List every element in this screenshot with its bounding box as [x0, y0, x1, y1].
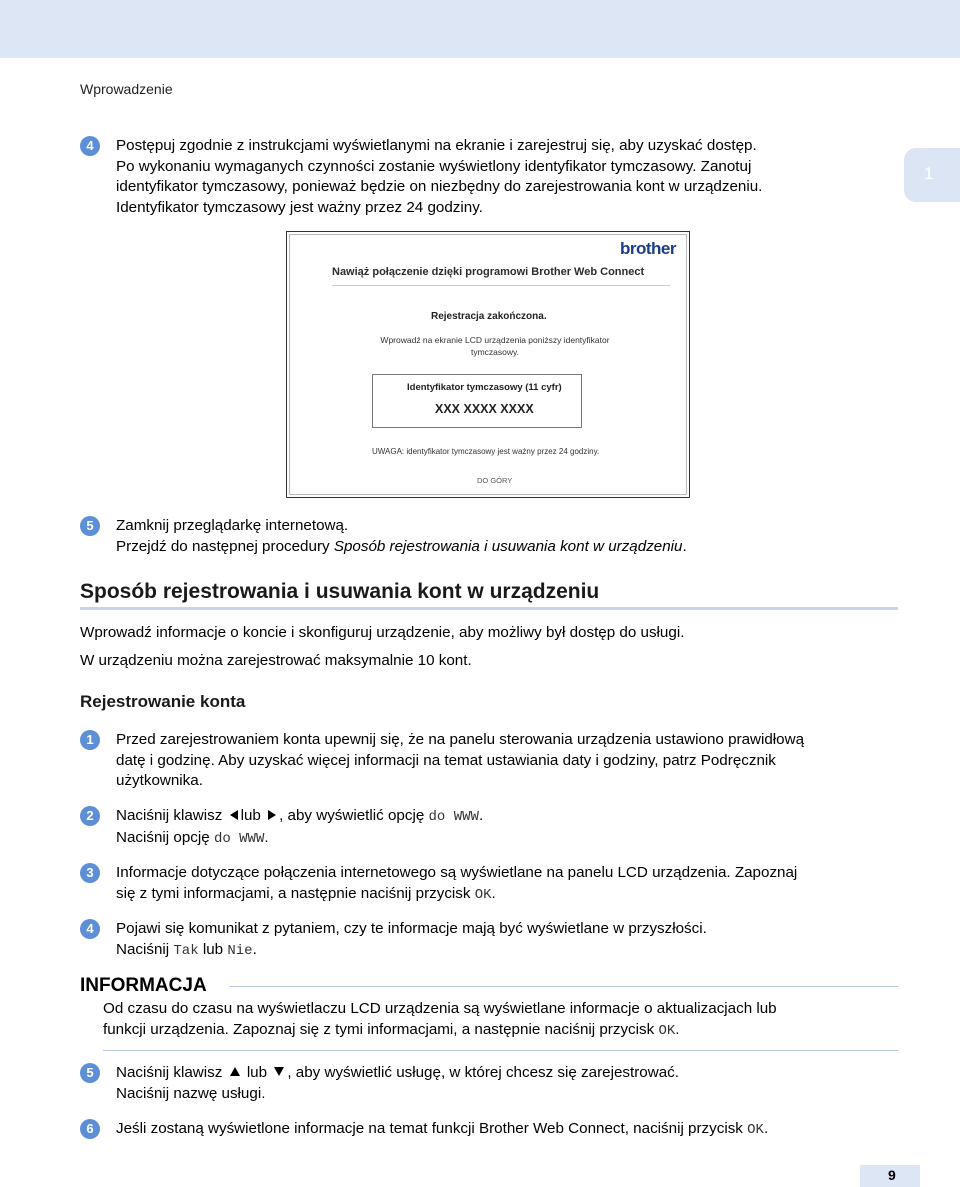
registration-complete: Rejestracja zakończona.: [431, 311, 547, 322]
validity-note: UWAGA: identyfikator tymczasowy jest ważny przez 24 godziny.: [372, 447, 600, 456]
divider: [332, 285, 670, 286]
step-bullet: 5: [80, 1063, 100, 1083]
step-text: Zamknij przeglądarkę internetową.: [116, 517, 349, 534]
note-title: INFORMACJA: [80, 975, 207, 996]
step-bullet: 5: [80, 516, 100, 536]
text-span: Przejdź do następnej procedury: [116, 537, 334, 555]
section-title: Sposób rejestrowania i usuwania kont w urządzeniu: [80, 580, 600, 603]
note-rule: [230, 986, 898, 987]
step-text: [116, 1119, 900, 1141]
step-text: Postępuj zgodnie z instrukcjami wyświetlanymi na ekranie i zarejestruj się, aby uzyskać dostęp.: [116, 137, 757, 154]
step-4: [80, 919, 900, 961]
text-span: funkcji urządzenia. Zapoznaj się z tymi informacjami, a następnie naciśnij przycisk: [103, 1020, 655, 1038]
step-text: [116, 884, 900, 906]
text-span: .: [478, 807, 484, 824]
step-5: [80, 1063, 900, 1104]
step-text: użytkownika.: [116, 772, 203, 789]
note-text: Od czasu do czasu na wyświetlaczu LCD urządzenia są wyświetlane informacje o aktualizacjach lub: [103, 1000, 777, 1017]
text-span: Naciśnij klawisz: [116, 807, 223, 824]
button-code: OK: [747, 1122, 764, 1138]
option-code: do WWW: [428, 809, 479, 825]
step-text: [116, 537, 900, 558]
step-bullet: 4: [80, 136, 100, 156]
step-text: identyfikator tymczasowy, ponieważ będzie on niezbędny do zarejestrowania kont w urządzeniu.: [116, 178, 763, 195]
note-body: [103, 999, 893, 1041]
brother-logo: brother: [620, 239, 676, 258]
step-text: [116, 940, 900, 962]
up-arrow-icon: [230, 1067, 240, 1076]
text-span: Naciśnij opcję: [116, 828, 210, 846]
procedure-reference: Sposób rejestrowania i usuwania kont w urządzeniu: [333, 537, 683, 555]
text-span: lub: [202, 940, 224, 958]
step-bullet: 1: [80, 730, 100, 750]
text-span: Naciśnij klawisz: [116, 1064, 223, 1081]
step-bullet: 4: [80, 919, 100, 939]
text-span: .: [675, 1020, 680, 1038]
step-text: [116, 1063, 900, 1084]
step-text: [116, 806, 900, 828]
running-header: Wprowadzenie: [80, 81, 173, 97]
step-text: Naciśnij nazwę usługi.: [116, 1084, 266, 1102]
step-text: Po wykonaniu wymaganych czynności zostanie wyświetlony identyfikator tymczasowy. Zanotuj: [116, 157, 752, 175]
screenshot-title: Nawiąż połączenie dzięki programowi Brother Web Connect: [332, 266, 645, 278]
left-arrow-icon: [230, 810, 238, 820]
registration-screenshot: [286, 231, 690, 498]
step-1: [80, 730, 900, 792]
temporary-id-code: XXX XXXX XXXX: [435, 402, 534, 416]
button-code: OK: [474, 886, 492, 903]
text-span: .: [491, 884, 496, 902]
step-text: Pojawi się komunikat z pytaniem, czy te informacje mają być wyświetlane w przyszłości.: [116, 920, 707, 937]
text-span: .: [682, 537, 687, 555]
step-text: datę i godzinę. Aby uzyskać więcej informacji na temat ustawiania daty i godziny, patrz Podręcznik: [116, 751, 776, 769]
step-text: Przed zarejestrowaniem konta upewnij się, że na panelu sterowania urządzenia ustawiono prawidłową: [116, 731, 805, 748]
step-4-register: [80, 136, 900, 218]
text-span: lub: [240, 807, 261, 824]
step-5-close-browser: [80, 516, 900, 557]
text-span: , aby wyświetlić usługę, w której chcesz się zarejestrować.: [287, 1064, 679, 1081]
chapter-number: 1: [924, 164, 934, 183]
step-text: Identyfikator tymczasowy jest ważny przez 24 godziny.: [116, 198, 483, 216]
down-arrow-icon: [274, 1067, 284, 1076]
page-number-band: [860, 1165, 920, 1187]
step-text: [116, 828, 900, 850]
section-paragraph: W urządzeniu można zarejestrować maksymalnie 10 kont.: [80, 652, 472, 669]
top-band: [0, 0, 960, 58]
step-text: Informacje dotyczące połączenia internetowego są wyświetlane na panelu LCD urządzenia. Zapoznaj: [116, 864, 798, 881]
chapter-tab: [904, 148, 960, 202]
step-2: [80, 806, 900, 849]
page-number: 9: [888, 1167, 896, 1183]
text-span: Jeśli zostaną wyświetlone informacje na temat funkcji Brother Web Connect, naciśnij przycisk: [116, 1120, 743, 1137]
option-code: Nie: [227, 942, 253, 959]
temporary-id-label: Identyfikator tymczasowy (11 cyfr): [407, 382, 562, 393]
text-span: się z tymi informacjami, a następnie naciśnij przycisk: [116, 884, 471, 902]
step-6: [80, 1119, 900, 1141]
note-rule-bottom: [103, 1050, 898, 1051]
text-span: Naciśnij: [116, 940, 170, 958]
text-span: .: [264, 828, 269, 846]
lcd-instruction: Wprowadź na ekranie LCD urządzenia poniższy identyfikator tymczasowy.: [380, 335, 610, 357]
note-text: [103, 1020, 893, 1042]
text-span: .: [763, 1120, 769, 1137]
option-code: Tak: [173, 942, 199, 959]
text-span: lub: [246, 1064, 268, 1081]
option-code: do WWW: [213, 830, 265, 847]
text-span: , aby wyświetlić opcję: [279, 807, 425, 824]
button-code: OK: [658, 1022, 676, 1039]
section-rule: [80, 607, 898, 610]
section-paragraph: Wprowadź informacje o koncie i skonfiguruj urządzenie, aby możliwy był dostęp do usługi.: [80, 624, 685, 641]
step-bullet: 3: [80, 863, 100, 883]
back-to-top-link[interactable]: DO GÓRY: [477, 476, 513, 485]
step-bullet: 2: [80, 806, 100, 826]
step-bullet: 6: [80, 1119, 100, 1139]
right-arrow-icon: [268, 810, 276, 820]
temporary-id-box: [372, 374, 582, 428]
text-span: .: [252, 940, 257, 958]
step-3: [80, 863, 900, 905]
subsection-title: Rejestrowanie konta: [80, 692, 246, 711]
